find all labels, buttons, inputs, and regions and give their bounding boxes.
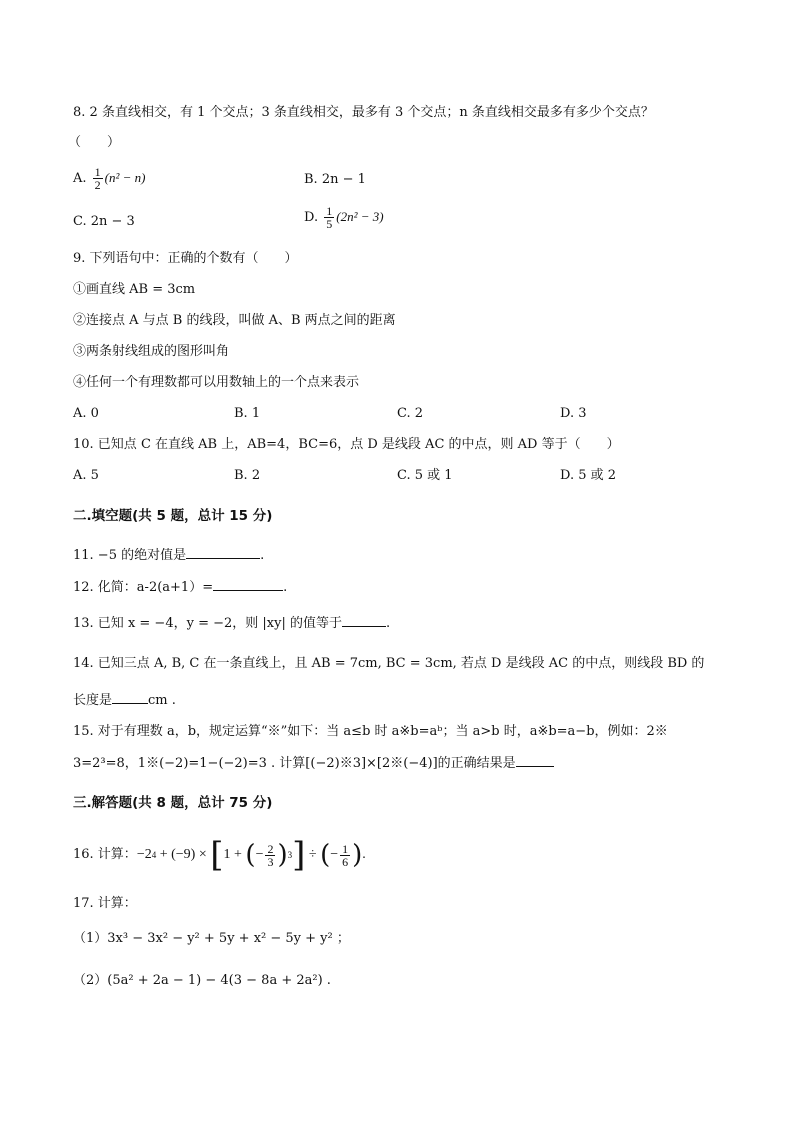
q13-period: . bbox=[385, 616, 391, 631]
q8-option-d-expr: (2n² − 3) bbox=[336, 209, 384, 224]
q14-text: 长度是 bbox=[73, 693, 113, 708]
q9-statement-4: ④任何一个有理数都可以用数轴上的一个点来表示 bbox=[73, 375, 360, 390]
q8-option-d-fraction bbox=[324, 205, 334, 230]
q8-option-a-den: 2 bbox=[94, 178, 101, 192]
q16-left-paren-1: ( bbox=[245, 840, 256, 870]
q14-answer-blank[interactable] bbox=[112, 690, 148, 704]
q15-line-1: 15. 对于有理数 a，b，规定运算“※”如下：当 a≤b 时 a※b=aᵇ；当 a>b 时，a※b=a−b，例如：2※ bbox=[73, 724, 668, 739]
q16-f2-sign: − bbox=[330, 847, 339, 862]
q8-option-a-expr: (n² − n) bbox=[104, 170, 146, 185]
q16-label: 16. 计算： bbox=[73, 847, 137, 862]
q14-line-2 bbox=[73, 690, 176, 710]
q8-paren: （ ） bbox=[68, 135, 121, 150]
q10-option-c: C. 5 或 1 bbox=[397, 468, 453, 483]
q11-period: . bbox=[260, 548, 265, 563]
q9-statement-3: ③两条射线组成的图形叫角 bbox=[73, 344, 230, 359]
q9-stem: 9. 下列语句中：正确的个数有（ ） bbox=[73, 251, 298, 266]
q10-option-a: A. 5 bbox=[73, 468, 99, 483]
q17-label: 17. 计算： bbox=[73, 896, 137, 911]
q9-option-a: A. 0 bbox=[73, 406, 99, 421]
q9-option-b: B. 1 bbox=[234, 406, 261, 421]
q17-part-1: （1）3x³ − 3x² − y² + 5y + x² − 5y + y² ； bbox=[73, 931, 350, 946]
q16-part1-exp: 4 bbox=[151, 850, 157, 860]
q8-stem: 8. 2 条直线相交，有 1 个交点；3 条直线相交，最多有 3 个交点；n 条直线相交最多有多少个交点？ bbox=[73, 105, 654, 120]
q9-statement-1: ①画直线 AB = 3cm bbox=[73, 282, 196, 297]
q12-text: 12. 化简：a-2(a+1）= bbox=[73, 580, 214, 595]
q12-period: . bbox=[283, 580, 288, 595]
q13-answer-blank[interactable] bbox=[342, 613, 386, 627]
q15-answer-blank[interactable] bbox=[516, 753, 554, 767]
q16-part1: −2 bbox=[136, 847, 152, 862]
q16-end: . bbox=[362, 847, 366, 862]
q10-stem: 10. 已知点 C 在直线 AB 上，AB=4，BC=6，点 D 是线段 AC 的中点，则 AD 等于（ ） bbox=[73, 437, 620, 452]
q16-fraction-2-den: 6 bbox=[342, 854, 349, 869]
section-3-title: 三.解答题(共 8 题，总计 75 分) bbox=[73, 795, 273, 811]
q9-statement-2: ②连接点 A 与点 B 的线段，叫做 A、B 两点之间的距离 bbox=[73, 313, 396, 328]
q8-option-a-fraction bbox=[93, 166, 103, 191]
q16-inner: 1 + bbox=[223, 847, 246, 862]
q14-line-1: 14. 已知三点 A, B, C 在一条直线上，且 AB = 7cm, BC = 3cm, 若点 D 是线段 AC 的中点，则线段 BD 的 bbox=[73, 656, 705, 671]
q16-fraction-1 bbox=[265, 843, 275, 868]
q16-left-paren-2: ( bbox=[320, 840, 331, 870]
q8-option-a bbox=[73, 166, 146, 191]
q17-part-2: （2）(5a² + 2a − 1) − 4(3 − 8a + 2a²) . bbox=[73, 973, 331, 988]
q8-option-a-num: 1 bbox=[94, 165, 101, 179]
q8-option-d-den: 5 bbox=[326, 217, 333, 231]
q16-f1-sign: − bbox=[255, 847, 264, 862]
q16-right-bracket: ] bbox=[292, 835, 306, 875]
q10-option-d: D. 5 或 2 bbox=[560, 468, 617, 483]
q12 bbox=[73, 577, 287, 597]
q8-option-d-label: D. bbox=[304, 210, 319, 225]
q13-text: 13. 已知 x = −4，y = −2，则 |xy| 的值等于 bbox=[73, 616, 342, 631]
q16-right-paren-1: ) bbox=[277, 840, 288, 870]
q16-fraction-2-num: 1 bbox=[342, 841, 349, 856]
q8-option-d-num: 1 bbox=[326, 204, 333, 218]
q8-option-d bbox=[304, 205, 384, 230]
q16-fraction-2 bbox=[340, 843, 350, 868]
q16-fraction-1-exp: 3 bbox=[287, 850, 293, 860]
section-2-title: 二.填空题(共 5 题，总计 15 分) bbox=[73, 508, 273, 524]
q16 bbox=[73, 832, 366, 878]
q14-unit: cm . bbox=[148, 693, 176, 708]
q8-option-b: B. 2n − 1 bbox=[304, 172, 366, 187]
q16-fraction-1-num: 2 bbox=[267, 841, 274, 856]
q16-div: ÷ bbox=[305, 847, 321, 862]
q11 bbox=[73, 545, 264, 565]
q8-option-a-label: A. bbox=[73, 171, 87, 186]
q11-answer-blank[interactable] bbox=[186, 545, 260, 559]
q16-part2: + (−9) × bbox=[156, 847, 211, 862]
q16-right-paren-2: ) bbox=[352, 840, 363, 870]
q12-answer-blank[interactable] bbox=[213, 577, 283, 591]
q11-text: 11. −5 的绝对值是 bbox=[73, 548, 187, 563]
q16-expression bbox=[136, 835, 366, 875]
q15-text: 3=2³=8，1※(−2)=1−(−2)=3 . 计算[(−2)※3]×[2※(−4)]的正确结果是 bbox=[73, 756, 516, 771]
q16-left-bracket: [ bbox=[210, 835, 224, 875]
q13 bbox=[73, 613, 390, 633]
q8-option-c: C. 2n − 3 bbox=[73, 214, 135, 229]
q15-line-2 bbox=[73, 753, 554, 773]
q9-option-d: D. 3 bbox=[560, 406, 587, 421]
q10-option-b: B. 2 bbox=[234, 468, 261, 483]
q16-fraction-1-den: 3 bbox=[267, 854, 274, 869]
q9-option-c: C. 2 bbox=[397, 406, 424, 421]
